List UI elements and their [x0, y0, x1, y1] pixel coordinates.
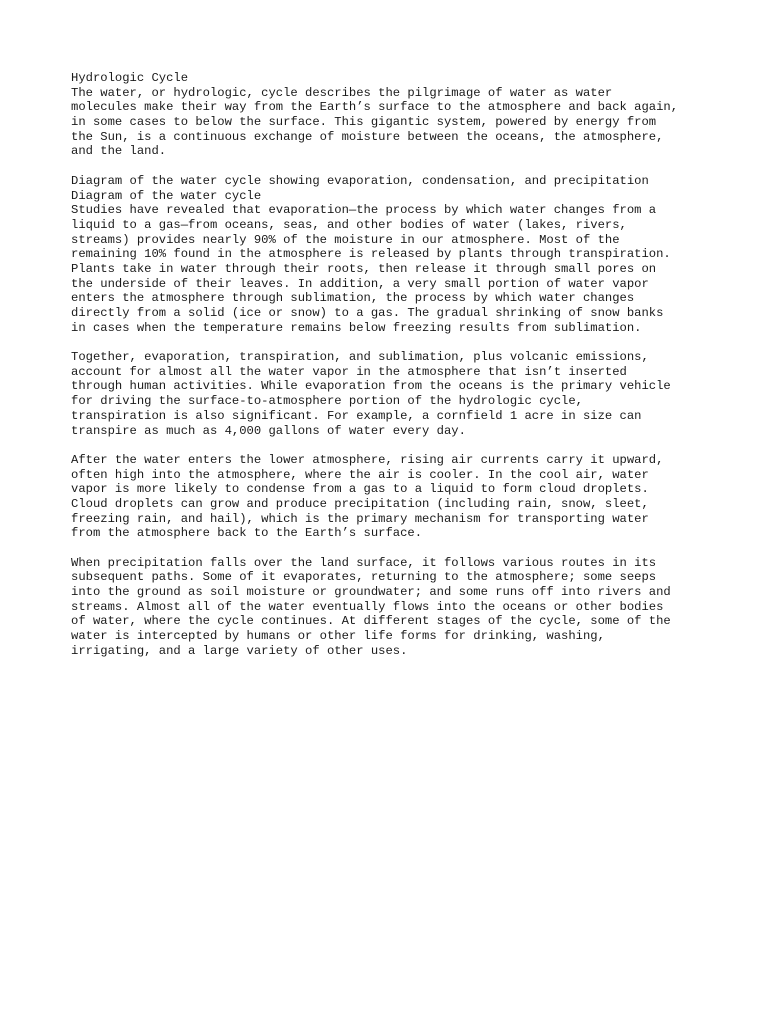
paragraph-line: the underside of their leaves. In addition, a very small portion of water vapor [71, 276, 649, 291]
paragraph-line: streams. Almost all of the water eventually flows into the oceans or other bodies [71, 599, 664, 614]
paragraph-line: account for almost all the water vapor in the atmosphere that isn’t inserted [71, 364, 627, 379]
paragraph-line: transpiration is also significant. For example, a cornfield 1 acre in size can [71, 408, 642, 423]
paragraph-line: enters the atmosphere through sublimation, the process by which water changes [71, 291, 635, 306]
paragraph-line: water is intercepted by humans or other life forms for drinking, washing, [71, 629, 605, 644]
paragraph-precipitation [71, 556, 711, 659]
paragraph-line: liquid to a gas—from oceans, seas, and other bodies of water (lakes, rivers, [71, 217, 627, 232]
paragraph-line: subsequent paths. Some of it evaporates, returning to the atmosphere; some seeps [71, 570, 657, 585]
paragraph-transpiration [71, 350, 711, 438]
paragraph-line: irrigating, and a large variety of other uses. [71, 643, 408, 658]
paragraph-line: of water, where the cycle continues. At different stages of the cycle, some of the [71, 614, 671, 629]
paragraph-line: streams) provides nearly 90% of the moisture in our atmosphere. Most of the [71, 232, 620, 247]
paragraph-line: directly from a solid (ice or snow) to a gas. The gradual shrinking of snow banks [71, 306, 664, 320]
paragraph-line: Studies have revealed that evaporation—the process by which water changes from a [71, 203, 657, 218]
paragraph-line: in some cases to below the surface. This gigantic system, powered by energy from [71, 115, 657, 130]
paragraph-evaporation [71, 174, 711, 336]
document-title: Hydrologic Cycle [71, 71, 189, 85]
paragraph-line: vapor is more likely to condense from a gas to a liquid to form cloud droplets. [71, 482, 649, 497]
paragraph-line: freezing rain, and hail), which is the primary mechanism for transporting water [71, 511, 649, 526]
paragraph-line: into the ground as soil moisture or groundwater; and some runs off into rivers and [71, 585, 671, 600]
document-page [71, 71, 711, 673]
paragraph-condensation [71, 453, 711, 541]
paragraph-line: The water, or hydrologic, cycle describes the pilgrimage of water as water [71, 85, 613, 100]
paragraph-line: Together, evaporation, transpiration, and sublimation, plus volcanic emissions, [71, 350, 649, 365]
paragraph-line: After the water enters the lower atmosphere, rising air currents carry it upward, [71, 452, 664, 467]
paragraph-line: Plants take in water through their roots, then release it through small pores on [71, 261, 657, 276]
paragraph-line: and the land. [71, 144, 167, 159]
paragraph-line: molecules make their way from the Earth’s surface to the atmosphere and back again, [71, 100, 679, 115]
paragraph-line: When precipitation falls over the land surface, it follows various routes in its [71, 555, 657, 570]
paragraph-line: through human activities. While evaporation from the oceans is the primary vehicle [71, 379, 671, 394]
paragraph-line: Cloud droplets can grow and produce precipitation (including rain, snow, sleet, [71, 496, 649, 511]
paragraph-line: transpire as much as 4,000 gallons of water every day. [71, 423, 466, 438]
paragraph-line: remaining 10% found in the atmosphere is released by plants through transpiration. [71, 247, 671, 262]
paragraph-line: often high into the atmosphere, where the air is cooler. In the cool air, water [71, 467, 649, 482]
paragraph-line: from the atmosphere back to the Earth’s surface. [71, 526, 423, 541]
diagram-caption: Diagram of the water cycle showing evaporation, condensation, and precipitation [71, 173, 649, 188]
diagram-alt-text: Diagram of the water cycle [71, 188, 262, 203]
paragraph-line: for driving the surface-to-atmosphere portion of the hydrologic cycle, [71, 394, 583, 409]
paragraph-intro [71, 86, 711, 159]
paragraph-line: in cases when the temperature remains below freezing results from sublimation. [71, 320, 642, 335]
paragraph-line: the Sun, is a continuous exchange of moisture between the oceans, the atmosphere, [71, 129, 664, 144]
